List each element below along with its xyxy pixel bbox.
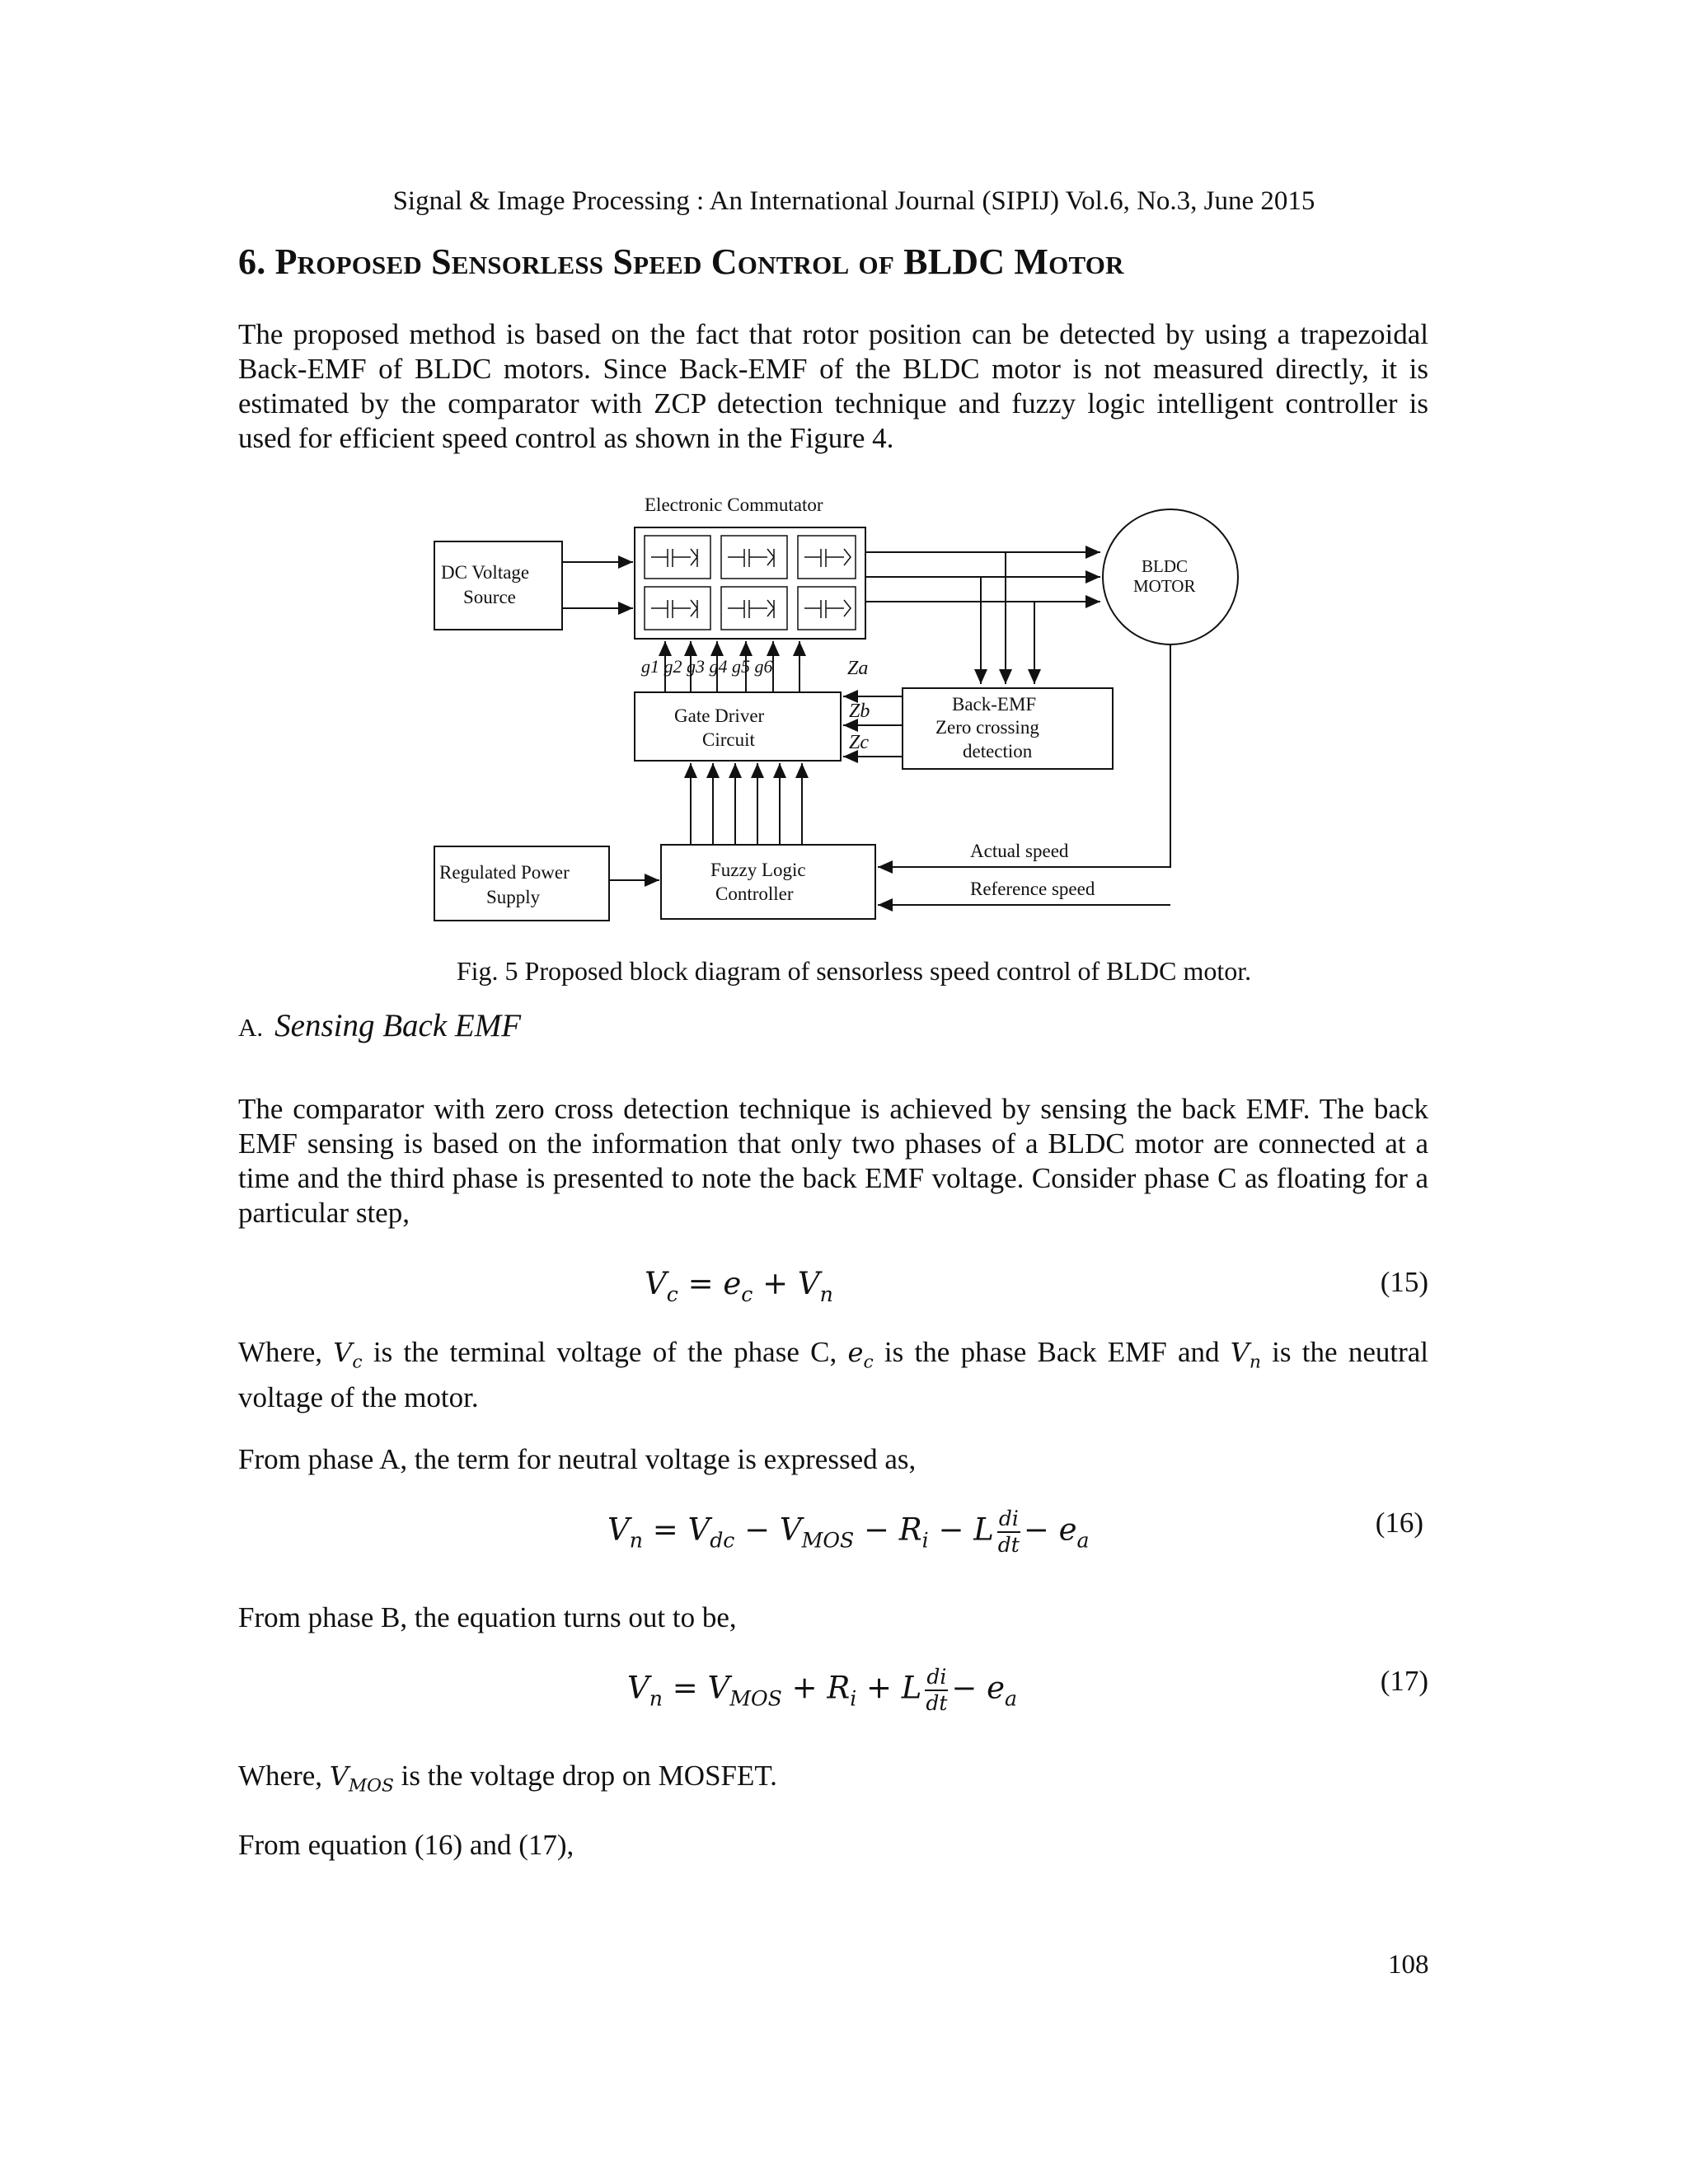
intro-paragraph: The proposed method is based on the fact that rotor position can be detected by using a trapezoidal Back-EMF of BLDC motors. Since Back-EMF of the BLDC motor is not measured directly, it is estimated by the comparator with ZCP detection technique and fuzzy logic intelligent controller is used for efficient speed control as shown in the Figure 4.: [238, 318, 1428, 454]
subsection-heading: A. Sensing Back EMF: [238, 1008, 522, 1043]
equation-15: $V_c = e_c + V_n$ (15): [645, 1266, 1428, 1306]
svg-text:Back-EMF: Back-EMF: [952, 694, 1037, 715]
svg-text:Source: Source: [463, 587, 516, 607]
svg-text:Zb: Zb: [849, 701, 870, 722]
actual-speed-label: Actual speed: [970, 841, 1069, 861]
dc-voltage-source-box: [434, 541, 562, 630]
equation-17: $V_n = V_{MOS} + R_i + L$ $\frac{di}{dt}$ − $e_a$ (17): [627, 1665, 1428, 1715]
section-title: [238, 241, 1124, 283]
svg-text:DC Voltage: DC Voltage: [441, 562, 530, 583]
svg-text:detection: detection: [963, 741, 1033, 762]
svg-text:Fuzzy Logic: Fuzzy Logic: [710, 860, 806, 880]
equation-16: $V_n = V_{dc} - V_{MOS} - R_i - L$ $\frac{di}{dt}$ − $e_a$ (16): [607, 1507, 1423, 1557]
regulated-power-box: [434, 846, 609, 921]
paragraph-where-2: Where, $V_{MOS}$ is the voltage drop on MOSFET.: [238, 1760, 777, 1797]
fuzzy-controller-box: [661, 845, 875, 919]
figure-caption: Fig. 5 Proposed block diagram of sensorless speed control of BLDC motor.: [456, 956, 1252, 986]
paragraph-phase-b: From phase B, the equation turns out to be,: [238, 1601, 737, 1633]
page-number: 108: [1388, 1950, 1429, 1980]
svg-text:Zero crossing: Zero crossing: [935, 717, 1039, 738]
svg-text:Zc: Zc: [849, 732, 869, 753]
gate-signals-label: g1 g2 g3 g4 g5 g6: [641, 656, 773, 677]
paragraph-from-equation: From equation (16) and (17),: [238, 1829, 574, 1861]
svg-text:BLDC: BLDC: [1142, 556, 1189, 576]
running-header: Signal & Image Processing : An International Journal (SIPIJ) Vol.6, No.3, June 2015: [392, 186, 1315, 216]
svg-text:Circuit: Circuit: [702, 729, 755, 750]
section-title-text: Proposed Sensorless Speed Control of BLDC Motor: [274, 241, 1124, 282]
svg-text:Regulated Power: Regulated Power: [439, 862, 570, 883]
svg-text:Za: Za: [847, 658, 869, 679]
paragraph-phase-a: From phase A, the term for neutral voltage is expressed as,: [238, 1443, 917, 1475]
svg-text:Controller: Controller: [715, 883, 794, 904]
reference-speed-label: Reference speed: [970, 879, 1095, 899]
gate-driver-box: [635, 692, 841, 761]
paragraph-where-1: Where, $V_c$ is the terminal voltage of the phase C, $e_c$ is the phase Back EMF and $V_n$ is the neutral voltage of the motor.: [238, 1336, 1429, 1413]
svg-text:Supply: Supply: [486, 887, 541, 907]
commutator-label: Electronic Commutator: [645, 494, 823, 515]
block-diagram: [429, 486, 1253, 931]
svg-text:Gate Driver: Gate Driver: [674, 705, 765, 726]
section-number: 6.: [238, 241, 266, 282]
commutator-box: [635, 527, 865, 639]
paragraph-back-emf: The comparator with zero cross detection technique is achieved by sensing the back EMF. The back EMF sensing is based on the information that only two phases of a BLDC motor are connected at a time and the third phase is presented to note the back EMF voltage. Consider phase C as floating for a particular step,: [238, 1093, 1428, 1229]
svg-text:MOTOR: MOTOR: [1133, 576, 1196, 596]
